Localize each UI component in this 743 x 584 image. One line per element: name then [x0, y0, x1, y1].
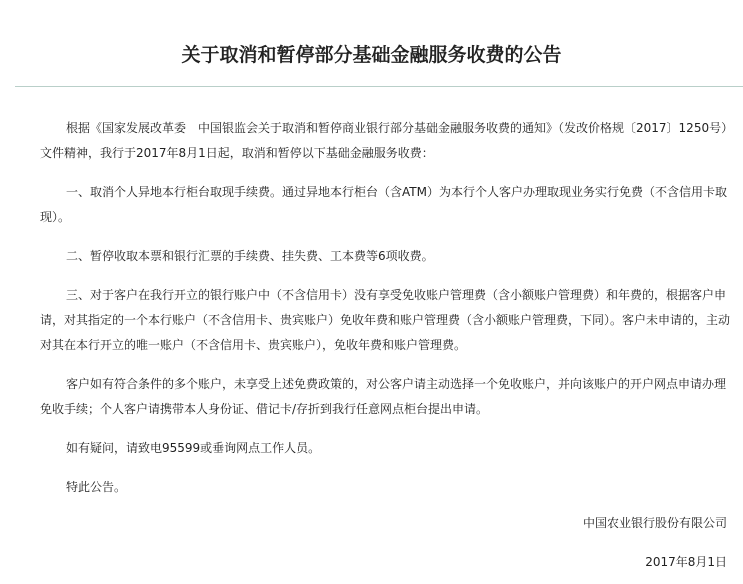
- paragraph-multiple-accounts: 客户如有符合条件的多个账户，未享受上述免费政策的，对公客户请主动选择一个免收账户，并向该账户的开户网点申请办理免收手续；个人客户请携带本人身份证、借记卡/存折到我行任意网点柜台提出申请。: [40, 377, 727, 416]
- date: 2017年8月1日: [645, 555, 727, 569]
- page-title: 关于取消和暂停部分基础金融服务收费的公告: [181, 44, 562, 66]
- divider: [15, 86, 743, 87]
- paragraph-closing: 特此公告。: [66, 480, 127, 494]
- announcement-body: [40, 116, 732, 514]
- signature: 中国农业银行股份有限公司: [582, 516, 727, 530]
- paragraph-item-3: 三、对于客户在我行开立的银行账户中（不含信用卡）没有享受免收账户管理费（含小额账户管理费）和年费的，根据客户申请，对其指定的一个本行账户（不含信用卡、贵宾账户）免收年费和账户管理费（含小额账户管理费，下同）。客户未申请的，主动对其在本行开立的唯一账户（不含信用卡、贵宾账户），免收年费和账户管理费。: [40, 288, 731, 352]
- paragraph-item-2: 二、暂停收取本票和银行汇票的手续费、挂失费、工本费等6项收费。: [66, 249, 434, 263]
- paragraph-intro: 根据《国家发展改革委 中国银监会关于取消和暂停商业银行部分基础金融服务收费的通知》（发改价格规〔2017〕1250号）文件精神，我行于2017年8月1日起，取消和暂停以下基础金融服务收费：: [40, 121, 728, 160]
- paragraph-contact: 如有疑问，请致电95599或垂询网点工作人员。: [66, 441, 321, 455]
- paragraph-item-1: 一、取消个人异地本行柜台取现手续费。通过异地本行柜台（含ATM）为本行个人客户办理取现业务实行免费（不含信用卡取现）。: [40, 185, 727, 224]
